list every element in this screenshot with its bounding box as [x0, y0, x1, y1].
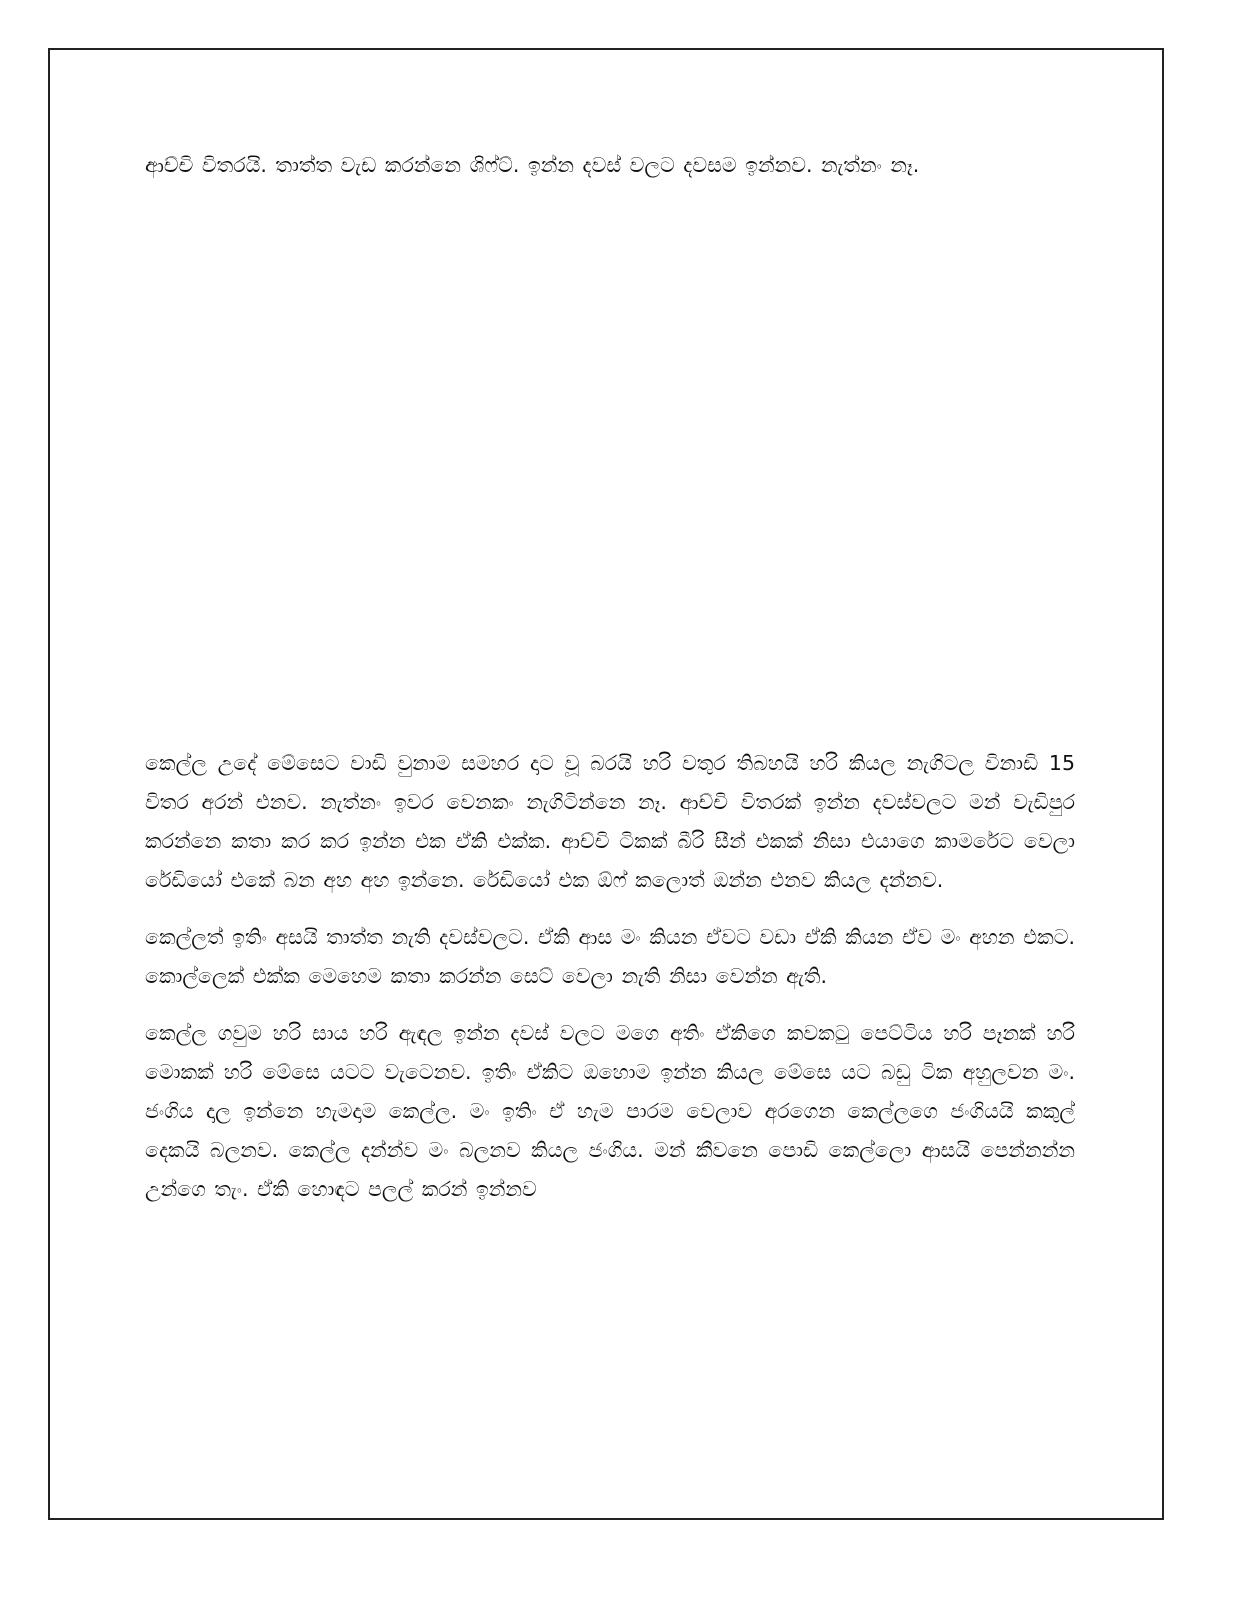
paragraph: කෙල්ල ගවුම හරි සාය හරි ඇඳල ඉන්න දවස් වලට මගෙ අතිං ඒකිගෙ කවකටු පෙට්ටිය හරි පෑනක් හරි මොකක් හරි මේසෙ යටට වැටෙනව. ඉතිං ඒකිට ඔහොම ඉන්න කියල මේසෙ යට බඩු ටික අහුලවන මං. ජංගිය දාල ඉන්නෙ හැමදාම කෙල්ල. මං ඉතිං ඒ හැම පාරම වෙලාව අරගෙන කෙල්ලගෙ ජංගියයි කකුල් දෙකයි බලනව. කෙල්ල දන්න්ව මං බලනව කියල ජංගිය. මන් කීවනෙ පොඩි කෙල්ලො ආසයි පෙන්නන්න උන්ගෙ තැං. ඒකි හොඳට පලල් කරන් ඉන්නව: [145, 1021, 1075, 1201]
paragraph: කෙල්ල උදේ මේසෙට වාඩි වුනාම සමහර දාට වූ බරයි හරි වතුර තිබහයි හරි කියල නැගිටල විනාඩි 15 විතර අරන් එනව. නැත්නං ඉවර වෙනකං නැගිටින්නෙ නෑ. ආච්චි විතරක් ඉන්න දවස්වලට මන් වැඩිපුර කරන්නෙ කතා කර කර ඉන්න එක ඒකි එක්ක. ආච්චි ටිකක් බීරි සීන් එකක් නිසා එයාගෙ කාමරේට වෙලා රේඩියෝ එකේ බන අහ අහ ඉන්නෙ. රේඩියෝ එක ඕෆ් කලොත් ඔන්න එනව කියල දන්නව.: [145, 751, 1075, 892]
paragraph: කෙල්ලත් ඉතිං අසයි තාත්ත නැති දවස්වලට. ඒකි ආස මං කියන ඒවට වඩා ඒකි කියන ඒව මං අහන එකට. කොල්ලෙක් එක්ක මෙහෙම කතා කරන්න සෙට් වෙලා නැති නිසා වෙන්න ඇති.: [145, 925, 1075, 988]
top-text-block: [145, 146, 1075, 185]
main-text-block: [145, 744, 1075, 1209]
paragraph: ආච්චි විතරයි. තාත්ත වැඩ කරන්නෙ ශිෆ්ට්. ඉන්න දවස් වලට දවසම ඉන්නව. නැත්නං නෑ.: [145, 153, 920, 177]
